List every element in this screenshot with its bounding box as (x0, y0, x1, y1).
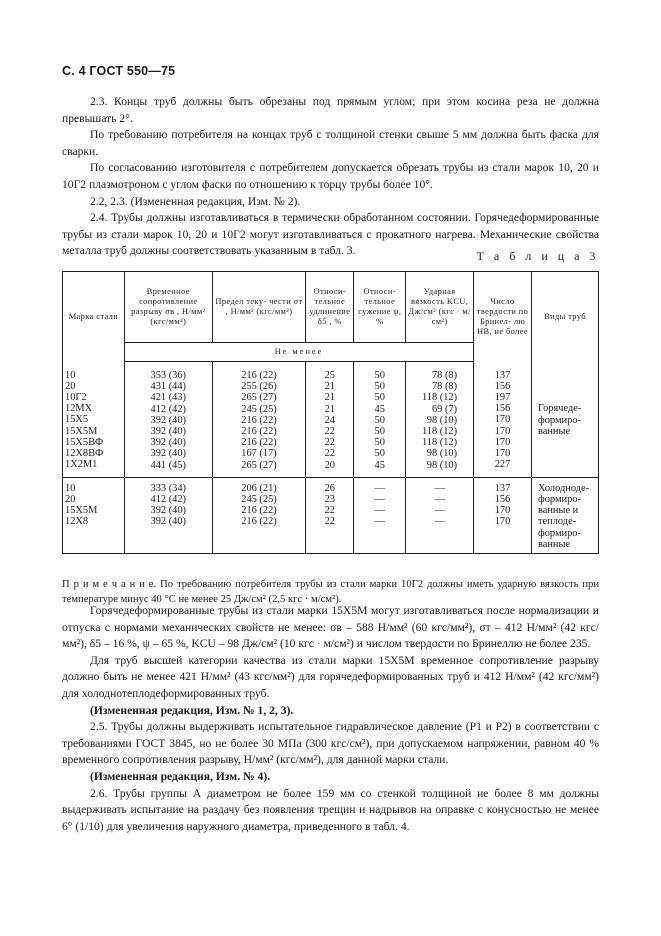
cell-value: 118 (12) (421, 392, 458, 404)
cell-value: — (374, 494, 385, 506)
cell-value: теплоде- (537, 516, 577, 528)
cell-value: 265 (27) (241, 392, 277, 404)
cell-value: формиро- (537, 527, 581, 539)
elongation-cell (306, 362, 354, 478)
cell-value: 392 (40) (150, 426, 187, 438)
cell-value: 98 (10) (426, 448, 458, 460)
cell-value: 50 (374, 414, 385, 426)
cell-value: 333 (34) (150, 482, 187, 494)
cell-value: 22 (324, 505, 335, 517)
impact-cell (406, 477, 474, 553)
cell-value: 216 (22) (241, 370, 277, 381)
paragraph: По требованию потребителя на концах труб с толщиной стенки свыше 5 мм должна быть фаска для сварки. (62, 128, 599, 158)
cell-value: 216 (22) (241, 414, 277, 426)
cell-value: 98 (10) (426, 459, 458, 471)
properties-table (62, 271, 599, 554)
col-header-elongation: Относи- тельное удлинение δ5 , % (306, 272, 354, 343)
page-header: С. 4 ГОСТ 550—75 (62, 64, 176, 78)
cell-value: 12МХ (65, 403, 93, 415)
cell-value: 216 (22) (241, 437, 277, 449)
cell-value: 392 (40) (150, 414, 187, 426)
cell-value: 10Г2 (65, 391, 87, 403)
cell-value: 1Х2М1 (65, 459, 98, 471)
cell-value: 170 (494, 414, 511, 426)
cell-value: 431 (44) (150, 381, 187, 393)
cell-value: 170 (494, 425, 511, 437)
note-text: По требованию потребителя трубы из стали марки 10Г2 должны иметь ударную вязкость при температуре минус 40 °С не менее 25 Дж/см² (2,5 кгс · м/см²). (62, 579, 599, 605)
cell-value: 170 (494, 505, 511, 517)
cell-value: 20 (65, 494, 76, 506)
col-header-reduction: Относи- тельное сужение ψ, % (354, 272, 406, 343)
amendment-note: (Измененная редакция, Изм. № 1, 2, 3). (90, 703, 294, 717)
pipe-kind-cell (531, 477, 598, 553)
cell-value: 21 (324, 392, 335, 404)
paragraph: 2.4. Трубы должны изготавливаться в термически обработанном состоянии. Горячедеформированные трубы из стали марок 10, 20 и 10Г2 могут изготавливаться с прокатного нагрева. Механические свойства металла труб должны соответствовать указанным в табл. 3. (62, 211, 599, 258)
paragraph: 2.6. Трубы группы А диаметром не более 159 мм со стенкой толщиной не более 8 мм должны выдерживать испытание на раздачу без появления трещин и надрывов на оправке с конусностью не менее 6° (1/10) для увеличения наружного диаметра, приведенного в табл. 4. (62, 786, 599, 833)
paragraph: 2.5. Трубы должны выдерживать испытательное гидравлическое давление (P1 и P2) в соответствии с требованиями ГОСТ 3845, но не более 30 МПа (300 кгс/см²), при допускаемом напряжении, равном 40 % временного сопротивления разрыву, Н/мм² (кгс/мм²), для данной марки стали. (62, 720, 599, 767)
cell-value: 15Х5ВФ (65, 436, 104, 448)
cell-value: 21 (324, 403, 335, 415)
cell-value: 156 (494, 380, 511, 392)
cell-value: 392 (40) (150, 448, 187, 460)
cell-value: 421 (43) (150, 392, 187, 404)
cell-value: 45 (374, 459, 385, 471)
paragraph: 2.3. Концы труб должны быть обрезаны под прямым углом; при этом косина реза не должна превышать 2°. (62, 95, 599, 125)
cell-value: 50 (374, 381, 385, 393)
cell-value: формиро- (537, 414, 581, 426)
cell-value: — (434, 482, 445, 494)
cell-value: 441 (45) (150, 459, 187, 471)
cell-value: 22 (324, 448, 335, 460)
cell-value: 98 (10) (426, 414, 458, 426)
cell-value: 23 (324, 494, 335, 506)
cell-value: 412 (42) (150, 494, 187, 506)
cell-value: 245 (25) (241, 494, 277, 506)
cell-value: 156 (494, 494, 511, 506)
col-header-grade: Марка стали (63, 272, 125, 362)
grade-cell (63, 477, 125, 553)
cell-value: 15Х5М (65, 425, 98, 437)
cell-value: 26 (324, 482, 335, 494)
cell-value: 206 (21) (241, 482, 277, 494)
cell-value: 216 (22) (241, 426, 277, 438)
cell-value: 45 (374, 403, 385, 415)
cell-value: — (374, 505, 385, 517)
paragraph: 2.2, 2.3. (Измененная редакция, Изм. № 2). (90, 194, 301, 208)
cell-value: — (434, 494, 445, 506)
cell-value: ванные и (537, 505, 579, 517)
hardness-cell (474, 362, 532, 478)
note-label: П р и м е ч а н и е. (62, 579, 157, 590)
cell-value: — (374, 482, 385, 494)
cell-value: 12Х8ВФ (65, 447, 104, 459)
cell-value: — (434, 505, 445, 517)
cell-value: 50 (374, 437, 385, 449)
cell-value: ванные (537, 538, 571, 550)
text-block-bottom (62, 603, 599, 835)
not-less-label: Не менее (124, 343, 473, 362)
cell-value: — (374, 516, 385, 528)
cell-value: 25 (324, 370, 335, 381)
cell-value: 392 (40) (150, 505, 187, 517)
tensile-cell (124, 477, 212, 553)
col-header-impact: Ударная вязкость KCU, Дж/см² (кгс · м/см²) (406, 272, 474, 343)
col-header-yield: Предел теку- чести σт , Н/мм² (кгс/мм²) (212, 272, 306, 343)
tensile-cell (124, 362, 212, 478)
pipe-kind-cell (531, 362, 598, 478)
cell-value: 137 (494, 482, 511, 494)
grade-cell (63, 362, 125, 478)
cell-value: Горячеде- (537, 403, 582, 415)
cell-value: 12Х8 (65, 516, 89, 528)
cell-value: 50 (374, 448, 385, 460)
cell-value: 22 (324, 426, 335, 438)
cell-value: 78 (8) (431, 381, 458, 393)
cell-value: 392 (40) (150, 437, 187, 449)
cell-value: 78 (8) (431, 370, 458, 381)
cell-value: 216 (22) (241, 516, 277, 528)
cell-value: 24 (324, 414, 335, 426)
cell-value: 10 (65, 482, 76, 494)
reduction-cell (354, 362, 406, 478)
paragraph: Для труб высшей категории качества из стали марки 15Х5М временное сопротивление разрыву должно быть не менее 421 Н/мм² (43 кгс/мм²) для горячедеформированных труб и 412 Н/мм² (42 кгс/мм²) для холоднотеплодеформированных труб. (62, 653, 599, 700)
cell-value: 156 (494, 403, 511, 415)
cell-value: 167 (17) (241, 448, 277, 460)
col-header-tensile: Временное сопротивление разрыву σв , Н/мм² (кгс/мм²) (124, 272, 212, 343)
cell-value: 50 (374, 370, 385, 381)
cell-value: 22 (324, 437, 335, 449)
cell-value: 20 (324, 459, 335, 471)
cell-value: 216 (22) (241, 505, 277, 517)
cell-value: 118 (12) (421, 437, 458, 449)
cell-value: 245 (25) (241, 403, 277, 415)
cell-value: Холодноде- (537, 482, 590, 494)
text-block-top (62, 94, 599, 260)
paragraph: Горячедеформированные трубы из стали марки 15Х5М могут изготавливаться после нормализации и отпуска с нормами механических свойств не менее: σв – 588 Н/мм² (60 кгс/мм²), σт – 412 Н/мм² (42 кгс/мм²), δ5 – 16 %, ψ – 65 %, KCU – 98 Дж/см² (10 кгс · м/см²) и числом твердости по Бринеллю не более 235. (62, 604, 599, 651)
reduction-cell (354, 477, 406, 553)
yield-cell (212, 362, 306, 478)
cell-value: 21 (324, 381, 335, 393)
cell-value: ванные (537, 425, 571, 437)
cell-value: 227 (494, 459, 511, 471)
cell-value: 50 (374, 392, 385, 404)
table-row-group-cold (63, 477, 599, 553)
cell-value: 392 (40) (150, 516, 187, 528)
cell-value: 137 (494, 369, 511, 381)
table-row-group-hot (63, 362, 599, 478)
elongation-cell (306, 477, 354, 553)
cell-value: формиро- (537, 494, 581, 506)
cell-value: 170 (494, 447, 511, 459)
cell-value: — (434, 516, 445, 528)
cell-value: 118 (12) (421, 426, 458, 438)
paragraph: По согласованию изготовителя с потребителем допускается обрезать трубы из стали марок 10, 20 и 10Г2 плазмотроном с углом фаски по отношению к торцу трубы более 10°. (62, 161, 599, 191)
table-caption: Т а б л и ц а 3 (476, 249, 599, 263)
amendment-note: (Измененная редакция, Изм. № 4). (90, 769, 271, 783)
hardness-cell (474, 477, 532, 553)
cell-value: 353 (36) (150, 370, 187, 381)
cell-value: 170 (494, 436, 511, 448)
cell-value: 255 (26) (241, 381, 277, 393)
cell-value: 22 (324, 516, 335, 528)
cell-value: 265 (27) (241, 459, 277, 471)
impact-cell (406, 362, 474, 478)
cell-value: 50 (374, 426, 385, 438)
cell-value: 197 (494, 391, 511, 403)
col-header-hardness: Число твердости по Бринел- лю НВ, не более (474, 272, 532, 362)
cell-value: 170 (494, 516, 511, 528)
cell-value: 15Х5М (65, 505, 98, 517)
cell-value: 20 (65, 380, 76, 392)
cell-value: 10 (65, 369, 76, 381)
cell-value: 69 (7) (431, 403, 458, 415)
yield-cell (212, 477, 306, 553)
cell-value: 412 (42) (150, 403, 187, 415)
col-header-kind: Виды труб (531, 272, 598, 362)
cell-value: 15Х5 (65, 414, 89, 426)
